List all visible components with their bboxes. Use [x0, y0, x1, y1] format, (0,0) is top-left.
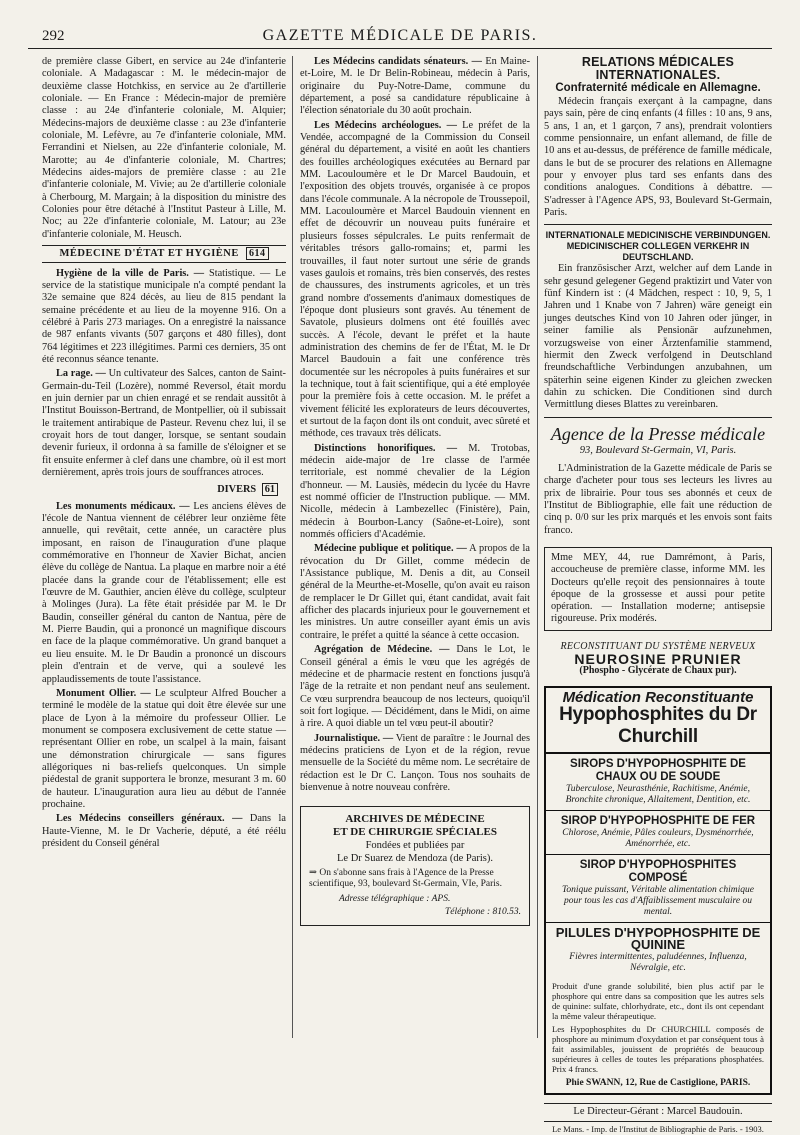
journal-title: GAZETTE MÉDICALE DE PARIS. — [262, 27, 538, 44]
article-body: Statistique. — Le service de la statistique municipale n'a compté pendant la 32e semaine que 824 décès, au lieu de 815 pendant la semaine précédente et au lieu de la moyenne 916. On a célébré à Paris 273 mariages. On a enregistré la naissance de 987 enfants vivants (507 garçons et 480 filles), dont 764 légitimes et 223 illégitimes. Parmi ces derniers, 35 ont été reconnus séance tenante. — [42, 267, 287, 365]
ad-text: Fondées et publiées par — [365, 840, 465, 852]
relations-text-fr: Médecin français exerçant à la campagne, dans pays sain, père de cinq enfants (4 filles : 10 ans, 9 ans, 5 ans, 1 an, et 1 garçon, 7 ans), prendrait volontiers comme pensionnaire, un enfant allemand, de fille de 10 ans et au-dessus, de préférence de famille médicale, dans le but de se procurer des relations en Allemagne pour y envoyer plus tard ses enfants dans des conditions analogues. Conditions à débattre. — S'adresser à l'Agence APS, 93, Boulevard St-Germain, Paris. — [544, 96, 772, 219]
article-title: Les monuments médicaux. — — [56, 500, 190, 512]
section-title: DIVERS — [217, 484, 257, 496]
product-item — [546, 855, 770, 923]
relations-subtitle: Confraternité médicale en Allemagne. — [555, 82, 761, 94]
column-rule — [537, 56, 538, 1038]
printer-line: Le Mans. - Imp. de l'Institut de Bibliographie de Paris. - 1903. — [544, 1121, 772, 1135]
product-item — [546, 754, 770, 811]
agence-title: Agence de la Presse médicale — [550, 423, 766, 444]
ad-title: ARCHIVES DE MÉDECINE — [345, 813, 485, 826]
section-code: 614 — [246, 247, 269, 260]
relations-subtitle-de: MEDICINISCHER COLLEGEN VERKEHR IN DEUTSCHLAND. — [566, 241, 750, 263]
article-hygiene — [42, 268, 286, 367]
ad-heading: Médication Reconstituante — [562, 688, 754, 706]
product-item — [546, 811, 770, 855]
article-body: Dans le Lot, le Conseil général a émis le vœu que les agrégés de médecine et de pharmacie restent en fonctions jusqu'à l'âge de la retraite et non pendant neuf ans seulement. Ce vœu surprendra beaucoup de nos lecteurs, quoiqu'il soit fort logique. — Décidément, dans le Midi, on aime à rire. A quoi diable un tel vœu peut-il aboutir? — [300, 644, 530, 730]
article-title: Médecine publique et politique. — — [314, 543, 467, 555]
ad-pharmacy: Phie SWANN, 12, Rue de Castiglione, PARIS. — [565, 1077, 751, 1088]
article-rage — [42, 368, 286, 479]
page-number: 292 — [42, 28, 65, 44]
article-body: Le sculpteur Alfred Boucher a terminé le modèle de la statue qui doit être élevée sur une place de Lyon à la mémoire du professeur Ollier. Le monument se composera exclusivement de cette statue — représentant Ollier en robe, un scalpel à la main, faisant une démonstration chirurgicale — sans figures allégoriques ni bas-reliefs quelconques. Un simple piédestal de granit supportera le bronze, mesurant 3 m. 60 de hauteur. L'inauguration aura lieu au début de l'année prochaine. — [42, 687, 286, 810]
section-header-hygiene — [42, 245, 286, 262]
article-title: Monument Ollier. — — [56, 687, 151, 699]
ad-fineprint: Les Hypophosphites du Dr CHURCHILL composés de phosphore au minimum d'oxydation et par conséquent tous à fait assimilables, jouissent de propriétés de beaucoup supérieures à celles de toutes les préparations phosphatées. Prix 4 francs. — [552, 1023, 764, 1074]
article-title: La rage. — — [56, 368, 106, 380]
article-ollier — [42, 688, 286, 811]
product-title: PILULES D'HYPOPHOSPHITE DE QUININE — [555, 925, 761, 953]
article-body: Dans la Haute-Vienne, M. le Dr Vacherie, député, a été réélu président du Conseil général — [42, 813, 286, 849]
column-middle — [300, 56, 530, 926]
product-title: SIROP D'HYPOPHOSPHITE DE FER — [560, 815, 756, 828]
relations-title-de: INTERNATIONALE MEDICINISCHE VERBINDUNGEN. — [545, 230, 771, 241]
ad-churchill — [544, 686, 772, 1095]
ad-telegraph: Adresse télégraphique : APS. — [339, 894, 451, 905]
column-rule — [292, 56, 293, 1038]
agence-address: 93, Boulevard St-Germain, VI, Paris. — [579, 444, 737, 456]
neurosine-title: NEUROSINE PRUNIER — [574, 651, 742, 668]
page-header — [28, 26, 772, 49]
article-archeologues — [300, 120, 530, 441]
relations-title: RELATIONS MÉDICALES INTERNATIONALES. — [581, 55, 735, 82]
ad-subtitle: ET DE CHIRURGIE SPÉCIALES — [333, 826, 497, 839]
article-politique — [300, 543, 530, 642]
directeur-gerant: Le Directeur-Gérant : Marcel Baudouin. — [544, 1103, 772, 1118]
divider — [544, 417, 772, 418]
ad-mey: Mme MEY, 44, rue Damrémont, à Paris, accoucheuse de première classe, informe MM. les Docteurs qu'elle reçoit des pensionnaires à toute époque de la grossesse et aussi pour petite opération. — Installation moderne; antisepsie rigoureuse. Prix modérés. — [544, 547, 772, 631]
article-monuments — [42, 501, 286, 686]
article-title: Hygiène de la ville de Paris. — — [56, 267, 205, 279]
divider — [544, 224, 772, 225]
product-desc: Tonique puissant, Véritable alimentation chimique pour tous les cas d'Affaiblissement musculaire ou mental. — [561, 885, 754, 918]
product-item — [546, 923, 770, 978]
relations-text-de: Ein französischer Arzt, welcher auf dem Lande in sehr gesund gelegener Gegend praktizirt und Vater von fünf Kindern ist : (4 Mädchen, respect : 10, 9, 5, 1 Jahren und 1 Knabe von 7 Jahren) wäre geneigt ein junges deutsches Kind von 10 Jahren oder jünger, in seiner familie als Pensionär aufzunehmen, vorzugsweise von einer Ärztenfamilie stammend, hiermit den Zweck verfolgend in Deutschland freundschaftliche Verbindungen anzubahnen, um späterhin seine eigenen Kinder zu gleichen zwecken dahin zu schicken. Die Conditionen sind durch Vermittlung dieses Blattes zu vereinbaren. — [544, 263, 772, 411]
article-body: En Maine-et-Loire, M. le Dr Belin-Robineau, médecin à Paris, originaire du Puy-Notre-Dame, commune du département, a posé sa candidature républicaine à l'élection sénatoriale du 30 août prochain. — [300, 56, 531, 117]
section-code: 61 — [262, 483, 278, 496]
article-conseillers — [42, 813, 286, 850]
product-title: SIROPS D'HYPOPHOSPHITE DE CHAUX OU DE SOUDE — [570, 758, 746, 784]
article-agregation — [300, 644, 530, 730]
column-left — [42, 56, 286, 852]
article-journalistique — [300, 733, 530, 795]
ad-archives-medecine — [300, 806, 530, 926]
article-senateurs — [300, 56, 530, 118]
article-title: Les Médecins archéologues. — — [314, 119, 457, 131]
section-title: MÉDECINE D'ÉTAT ET HYGIÈNE — [59, 248, 239, 260]
ad-telephone: Téléphone : 810.53. — [445, 907, 521, 918]
article-title: Agrégation de Médecine. — — [314, 644, 450, 656]
article-body: Un cultivateur des Salces, canton de Saint-Germain-du-Teil (Lozère), nommé Reversol, était mordu en juin dernier par un chien enragé et se rendait aussitôt à l'Institut Bouisson-Bertrand, de Montpellier, où il subissait le traitement antirabique de Pasteur. Revenu chez lui, il se croyait hors de tout danger, lorsque, se sentant soudain devenir furieux, il ordonna à sa famille de s'éloigner et se fit ensuite enfermer à clef dans une chambre, où il est mort dernièrement, après trois jours de souffrances atroces. — [42, 368, 286, 478]
military-appointments: de première classe Gibert, en service au 24e d'infanterie coloniale. A Madagascar : M. le médecin-major de deuxième classe Hotchkiss, en service au 2e d'artillerie coloniale. — En France : Médecin-major de première classe : au 24e d'infanterie coloniale, M. Alquier; Médecins-majors de deuxième classe : au 23e d'infanterie coloniale, M. Lefèvre, au 7e d'infanterie coloniale, MM. Ferrandini et Nielsen, au 22e d'infanterie coloniale, M. Marotte; au 4e d'infanterie coloniale, M. Chartres; Médecins aides-majors de première classe : au 21e d'infanterie coloniale, M. Vivie; au 2e d'artillerie coloniale à Cherbourg, M. Margain; à la disposition du ministre des Colonies pour être détaché à l'Institut Pasteur à Lille, M. Noc; au 22e d'infanterie coloniale, M. Latour; au 23e d'infanterie coloniale, M. Heusch. — [42, 56, 286, 240]
agence-text: L'Administration de la Gazette médicale de Paris se charge d'acheter pour tous ses lecteurs les livres au prix de librairie. Pour tous ses abonnés et ceux de l'Institut de Bibliographie, elle fait une réduction de cinq p. 0/0 sur les prix marqués et les envois sont faits franco. — [544, 462, 772, 536]
article-title: Les Médecins conseillers généraux. — — [56, 813, 243, 825]
ad-author: Le Dr Suarez de Mendoza (de Paris). — [337, 853, 493, 865]
article-title: Journalistique. — — [314, 732, 394, 744]
product-title: SIROP D'HYPOPHOSPHITES COMPOSÉ — [579, 859, 737, 885]
neurosine-subtitle: (Phospho - Glycérate de Chaux pur). — [579, 665, 737, 677]
neurosine-tagline: RECONSTITUANT DU SYSTÈME NERVEUX — [560, 640, 756, 652]
ad-fineprint: Produit d'une grande solubilité, bien plus actif par le phosphore qui entre dans sa composition que les autres sels de quinine: sulfate, chlorhydrate, etc., dont ils ont cependant la même valeur thérapeutique. — [552, 980, 764, 1021]
section-header-divers — [42, 484, 278, 496]
product-desc: Fièvres intermittentes, paludéennes, Influenza, Névralgie, etc. — [569, 951, 747, 973]
article-body: Vient de paraître : le Journal des médecins praticiens de Lyon et de la région, revue mensuelle de la Société du même nom. Le secrétaire de rédaction est le Dr C. Lançon. Tous nos souhaits de bienvenue à notre nouveau confrère. — [300, 732, 530, 793]
article-title: Les Médecins candidats sénateurs. — — [314, 56, 482, 67]
article-title: Distinctions honorifiques. — — [314, 442, 458, 454]
ad-brand: Hypophosphites du Dr Churchill — [546, 704, 770, 754]
article-body: A propos de la révocation du Dr Gillet, comme médecin de l'Assistance publique, M. Denis a dit, au Conseil général de la Meurthe-et-Moselle, qu'on avait eu raison de remplacer le Dr Gillet qui, étant candidat, avait fait afficher des placards injurieux pour le gouvernement et les ministres. Un autre conseiller ayant émis un avis contraire, le préfet a quitté la séance à cette occasion. — [300, 543, 530, 641]
article-body: Le préfet de la Vendée, accompagné de la Commission du Conseil général du département, a visité en août les chantiers des fouilles archéologiques exécutées au Bernard par MM. Lacouloumère et le Dr Marcel Baudouin, et l'exposition des objets trouvés, organisée à ce propos dans l'école communale. A la nécropole de Troussepoil, MM. Lacouloumère et Marcel Baudouin viennent en effet de découvrir un nouveau puits funéraire et plusieurs fosses sépulcrales. Le puits renfermait de véritables trésors gallo-romains; et, parmi les trouvailles, il faut noter surtout une série de grands vases gaulois et romains, très bien conservés, des restes de chaussures, des instruments agricoles, et un très grand nombre d'ossements d'animaux domestiques de l'époque dont plusieurs sont gravés. Au ténement de Savatole, plusieurs dolmens ont été fouillés avec succès. A l'école, devant le préfet et la haute administration des chemins de fer de l'État, M. le Dr Marcel Baudouin a fait une conférence très documentée sur les nécropoles à puits funéraires et sur la technique, tout à fait scientifique, qui a été employée pour la première fois à cette occasion. M. le préfet a vivement félicité les explorateurs de leurs découvertes, et surtout de la façon dont ils ont conduit, avec sûreté et méthode, ces travaux très délicats. — [300, 119, 530, 440]
product-desc: Chlorose, Anémie, Pâles couleurs, Dysménorrhée, Aménorrhée, etc. — [562, 828, 754, 850]
article-body: Les anciens élèves de l'école de Nantua viennent de célébrer leur onzième fête annuelle, qui revêtait, cette année, un caractère plus imposant, en raison de l'inauguration d'une plaque commémorative en l'honneur de Xavier Bichat, ancien élève du collège de Nantua. La plaque en marbre noir a été placée dans la grande cour de l'établissement; elle est l'œuvre de M. Gauthier, ancien élève du collège, sculpteur à Molinges (Jura). La fête était présidée par M. le Dr Baudin, conseiller général du canton de Nantua, père de M. Pierre Baudin, qui a prononcé un magnifique discours en face de la plaque commémorative. Un grand banquet a eu lieu ensuite. M. le Dr Baudin a prononcé un discours plein d'entrain et de verve, qui a soulevé les applaudissements de toute l'assistance. — [42, 500, 286, 685]
ad-subscription: ⇒ On s'abonne sans frais à l'Agence de la Presse scientifique, 93, boulevard St-Germain, VIe, Paris. — [309, 868, 502, 890]
article-body: M. Trotobas, médecin aide-major de 1re classe de l'armée territoriale, est nommé chevalier de la Légion d'honneur. — M. Lausiès, médecin du lycée du Havre est nommé officier de l'Instruction publique. — MM. Nicolle, médecin à Lambezellec (Finistère), Pain, médecin à Bourbon-Lancy (Saône-et-Loire), sont nommés officiers d'Académie. — [300, 442, 530, 541]
column-right — [544, 56, 772, 1135]
article-distinctions — [300, 443, 530, 542]
product-desc: Tuberculose, Neurasthénie, Rachitisme, Anémie, Bronchite chronique, Allaitement, Dentition, etc. — [565, 784, 751, 806]
